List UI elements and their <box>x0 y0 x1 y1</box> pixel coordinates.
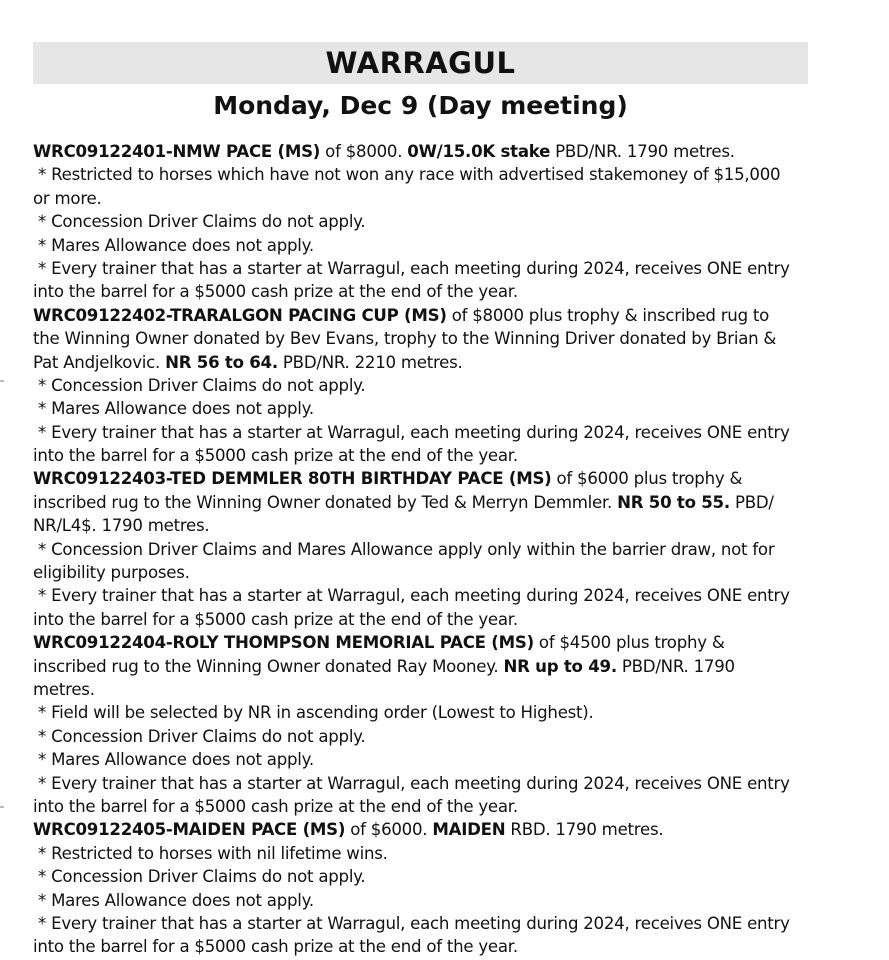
text-segment: into the barrel for a $5000 cash prize at the end of the year. <box>33 282 518 302</box>
text-segment: * Every trainer that has a starter at Warragul, each meeting during 2024, receives ONE entry <box>33 913 790 933</box>
race-text-line <box>33 912 823 935</box>
race-text-line <box>33 865 823 888</box>
race-text-line <box>33 514 823 537</box>
venue-title: WARRAGUL <box>325 46 516 80</box>
text-segment: eligibility purposes. <box>33 563 190 583</box>
venue-title-bar <box>33 42 808 84</box>
race-text-line <box>33 163 823 186</box>
bold-text: NR up to 49. <box>503 656 617 676</box>
text-segment: of $8000. <box>320 142 408 161</box>
race-text-line <box>33 772 823 795</box>
text-segment: * Concession Driver Claims and Mares Allowance apply only within the barrier draw, not for <box>33 539 775 559</box>
text-segment: into the barrel for a $5000 cash prize at the end of the year. <box>33 937 518 957</box>
bold-text: NR 56 to 64. <box>165 352 278 372</box>
text-segment: into the barrel for a $5000 cash prize at the end of the year. <box>33 609 518 629</box>
text-segment: Pat Andjelkovic. <box>33 352 166 372</box>
text-segment: * Every trainer that has a starter at Warragul, each meeting during 2024, receives ONE entry <box>33 586 790 606</box>
text-segment: * Restricted to horses which have not won any race with advertised stakemoney of $15,000 <box>33 165 781 185</box>
text-segment: * Concession Driver Claims do not apply. <box>33 726 366 746</box>
race-text-line <box>33 631 823 654</box>
text-segment: * Every trainer that has a starter at Warragul, each meeting during 2024, receives ONE entry <box>33 258 790 278</box>
race-list <box>33 140 823 959</box>
race-entry <box>33 304 823 468</box>
race-text-line <box>33 467 823 490</box>
page-edge-mark <box>0 380 4 382</box>
race-text-line <box>33 608 823 631</box>
race-text-line <box>33 234 823 257</box>
text-segment: into the barrel for a $5000 cash prize at the end of the year. <box>33 796 518 816</box>
race-text-line <box>33 748 823 771</box>
text-segment: metres. <box>33 679 95 699</box>
race-text-line <box>33 491 823 514</box>
text-segment: * Every trainer that has a starter at Warragul, each meeting during 2024, receives ONE entry <box>33 773 790 793</box>
race-text-line <box>33 889 823 912</box>
race-text-line <box>33 421 823 444</box>
text-segment: * Mares Allowance does not apply. <box>33 890 314 910</box>
text-segment: of $4500 plus trophy & <box>533 633 725 653</box>
race-text-line <box>33 397 823 420</box>
text-segment: PBD/ <box>729 492 774 512</box>
race-text-line <box>33 678 823 701</box>
text-segment: * Mares Allowance does not apply. <box>33 750 314 770</box>
text-segment: or more. <box>33 188 102 208</box>
race-text-line <box>33 187 823 210</box>
bold-text: WRC09122405-MAIDEN PACE (MS) <box>33 820 346 840</box>
race-text-line <box>33 351 823 374</box>
bold-text: WRC09122401-NMW PACE (MS) <box>33 142 321 161</box>
race-entry <box>33 818 823 958</box>
race-text-line <box>33 842 823 865</box>
text-segment: inscribed rug to the Winning Owner donated Ray Mooney. <box>33 656 504 676</box>
text-segment: the Winning Owner donated by Bev Evans, trophy to the Winning Driver donated by Brian & <box>33 329 777 349</box>
text-segment: inscribed rug to the Winning Owner donated by Ted & Merryn Demmler. <box>33 492 618 512</box>
text-segment: PBD/NR. 2210 metres. <box>277 352 463 372</box>
meeting-date-heading: Monday, Dec 9 (Day meeting) <box>213 91 628 120</box>
text-segment: PBD/NR. 1790 metres. <box>550 142 735 161</box>
race-text-line <box>33 257 823 280</box>
bold-text: 0W/15.0K stake <box>407 142 551 161</box>
bold-text: NR 50 to 55. <box>617 492 730 512</box>
race-text-line <box>33 584 823 607</box>
race-text-line <box>33 140 823 163</box>
text-segment: RBD. 1790 metres. <box>505 820 664 840</box>
text-segment: * Restricted to horses with nil lifetime wins. <box>33 843 388 863</box>
text-segment: * Mares Allowance does not apply. <box>33 235 314 255</box>
text-segment: * Field will be selected by NR in ascending order (Lowest to Highest). <box>33 703 594 723</box>
text-segment: * Every trainer that has a starter at Warragul, each meeting during 2024, receives ONE entry <box>33 422 790 442</box>
race-entry <box>33 467 823 631</box>
bold-text: WRC09122404-ROLY THOMPSON MEMORIAL PACE (MS) <box>33 633 534 653</box>
race-text-line <box>33 444 823 467</box>
race-text-line <box>33 655 823 678</box>
race-text-line <box>33 210 823 233</box>
text-segment: NR/L4$. 1790 metres. <box>33 516 210 536</box>
race-text-line <box>33 304 823 327</box>
text-segment: of $6000. <box>345 820 433 840</box>
text-segment: * Concession Driver Claims do not apply. <box>33 375 366 395</box>
bold-text: MAIDEN <box>432 820 506 840</box>
text-segment: into the barrel for a $5000 cash prize at the end of the year. <box>33 446 518 466</box>
text-segment: * Mares Allowance does not apply. <box>33 399 314 419</box>
race-text-line <box>33 935 823 958</box>
race-text-line <box>33 795 823 818</box>
text-segment: of $6000 plus trophy & <box>551 469 743 489</box>
race-text-line <box>33 725 823 748</box>
race-text-line <box>33 327 823 350</box>
text-segment: of $8000 plus trophy & inscribed rug to <box>446 305 770 325</box>
race-text-line <box>33 701 823 724</box>
race-text-line <box>33 538 823 561</box>
text-segment: * Concession Driver Claims do not apply. <box>33 212 366 232</box>
race-text-line <box>33 374 823 397</box>
text-segment: * Concession Driver Claims do not apply. <box>33 867 366 887</box>
race-text-line <box>33 561 823 584</box>
bold-text: WRC09122403-TED DEMMLER 80TH BIRTHDAY PACE (MS) <box>33 469 552 489</box>
race-text-line <box>33 818 823 841</box>
page-edge-mark <box>0 806 4 808</box>
bold-text: WRC09122402-TRARALGON PACING CUP (MS) <box>33 305 447 325</box>
race-entry <box>33 140 823 304</box>
race-text-line <box>33 280 823 303</box>
text-segment: PBD/NR. 1790 <box>616 656 735 676</box>
race-entry <box>33 631 823 818</box>
